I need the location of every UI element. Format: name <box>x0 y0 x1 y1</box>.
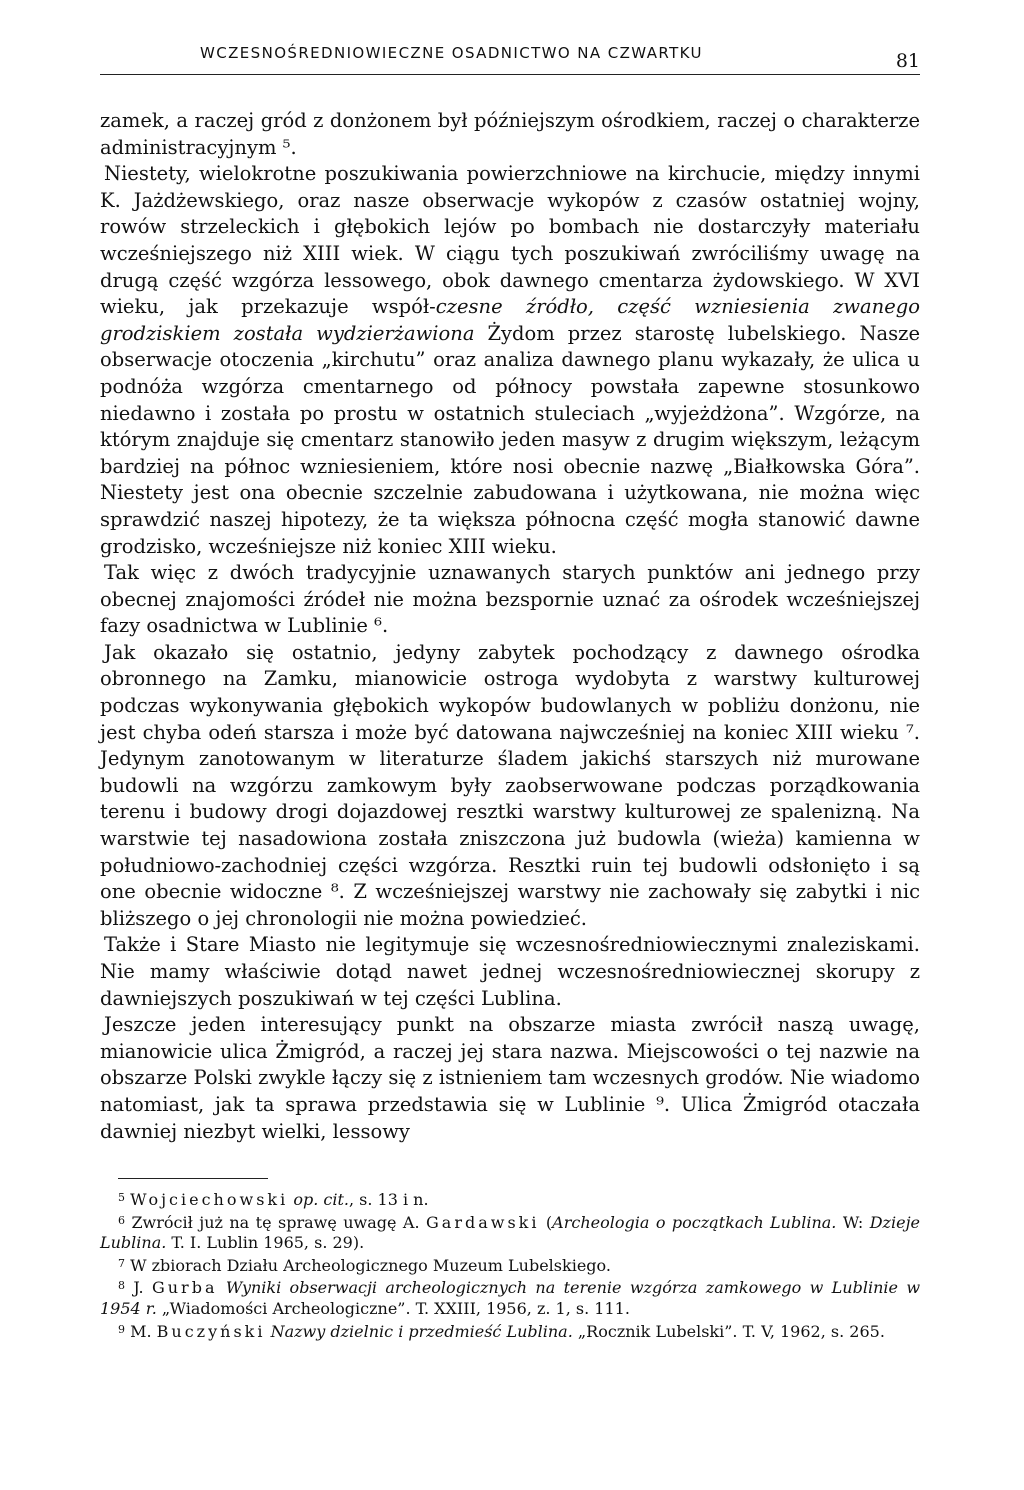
footnote-7 <box>100 1254 920 1277</box>
footnote-text: „Wiadomości Archeologiczne”. T. XXIII, 1956, z. 1, s. 111. <box>156 1298 630 1318</box>
footnote-text: W: <box>836 1212 870 1232</box>
footnote-mark: 5 <box>118 1191 125 1204</box>
footnote-author: Gurba <box>151 1278 218 1298</box>
footnote-text: ( <box>539 1212 553 1232</box>
footnote-italic: Dzieje Lublina. <box>100 1212 920 1253</box>
footnote-italic: Nazwy dzielnic i przedmieść Lublina. <box>270 1321 573 1341</box>
footnote-6 <box>100 1211 920 1254</box>
paragraph-3: Tak więc z dwóch tradycyjnie uznawanych starych punktów ani jednego przy obecnej znajomości źródeł nie można bezspornie uznać za ośrodek wcześniejszej fazy osadnictwa w Lublinie ⁶. <box>100 561 920 638</box>
paragraph-2-italic: czesne źródło, część wzniesienia zwanego grodziskiem została wydzierżawiona <box>100 295 920 345</box>
footnote-space <box>217 1278 225 1297</box>
footnote-text: J. <box>133 1278 152 1298</box>
footnote-mark: 9 <box>118 1322 125 1336</box>
footnote-mark: 6 <box>118 1213 125 1227</box>
page-number: 81 <box>895 50 920 72</box>
footnote-text: , s. 13 i n. <box>348 1190 429 1209</box>
footnote-italic: op. cit. <box>293 1190 349 1209</box>
footnote-italic: Archeologia o początkach Lublina. <box>552 1212 837 1232</box>
paragraph-6: Jeszcze jeden interesujący punkt na obszarze miasta zwrócił naszą uwagę, mianowicie ulica Żmigród, a raczej jej stara nazwa. Miejscowości o tej nazwie na obszarze Polski zwykle łączy się z istnieniem tam wczesnych grodów. Nie wiadomo natomiast, jak ta sprawa przedstawia się w Lublinie ⁹. Ulica Żmigród otaczała dawniej niezbyt wielki, lessowy <box>100 1013 920 1143</box>
footnote-author: Wojciechowski <box>130 1190 289 1209</box>
running-title: WCZESNOŚREDNIOWIECZNE OSADNICTWO NA CZWARTKU <box>200 44 703 62</box>
paragraph-1: zamek, a raczej gród z donżonem był późniejszym ośrodkiem, raczej o charakterze administracyjnym ⁵. <box>100 109 920 159</box>
footnotes <box>100 1188 920 1342</box>
footnote-5 <box>100 1188 920 1211</box>
header-rule <box>100 74 920 75</box>
footnote-italic: Wyniki obserwacji archeologicznych na terenie wzgórza zamkowego w Lublinie w 1954 r. <box>100 1278 921 1318</box>
paragraph-4: Jak okazało się ostatnio, jedyny zabytek pochodzący z dawnego ośrodka obronnego na Zamku, mianowicie ostroga wydobyta z warstwy kulturowej podczas wykonywania głębokich wykopów budowlanych w pobliżu donżonu, nie jest chyba odeń starsza i może być datowana najwcześniej na koniec XIII wieku ⁷. Jedynym zanotowanym w literaturze śladem jakichś starszych niż murowane budowli na wzgórzu zamkowym były zaobserwowane podczas porządkowania terenu i budowy drogi dojazdowej resztki warstwy kulturowej ze spalenizną. Na warstwie tej nasadowiona została zniszczona już budowla (wieża) kamienna w południowo-zachodniej części wzgórza. Resztki ruin tej budowli odsłonięto i są one obecnie widoczne ⁸. Z wcześniejszej warstwy nie zachowały się zabytki i nic bliższego o jej chronologii nie można powiedzieć. <box>100 640 920 930</box>
footnote-text: W zbiorach Działu Archeologicznego Muzeum Lubelskiego. <box>130 1255 611 1275</box>
paragraph-2-end: Żydom przez starostę lubelskiego. Nasze obserwacje otoczenia „kirchutu” oraz analiza dawnego planu wykazały, że ulica u podnóża wzgórza cmentarnego od północy powstała zapewne stosunkowo niedawno i została po prostu w ostatnich stuleciach „wyjeżdżona”. Wzgórze, na którym znajduje się cmentarz stanowiło jeden masyw z drugim większym, leżącym bardziej na północ wzniesieniem, które nosi obecnie nazwę „Białkowska Góra”. Niestety jest ona obecnie szczelnie zabudowana i użytkowana, nie można więc sprawdzić naszej hipotezy, że ta większa północna część mogła stanowić dawne grodzisko, wcześniejsze niż koniec XIII wieku. <box>100 321 920 558</box>
footnote-9 <box>100 1320 920 1343</box>
footnote-rule <box>118 1178 268 1179</box>
footnote-8 <box>100 1276 920 1319</box>
footnote-mark: 8 <box>118 1279 125 1293</box>
page-header <box>100 40 920 76</box>
footnote-text: Zwrócił już na tę sprawę uwagę A. <box>131 1212 426 1232</box>
paragraph-2 <box>100 161 920 560</box>
footnote-author: Buczyński <box>156 1321 266 1341</box>
footnote-text: T. I. Lublin 1965, s. 29). <box>166 1233 365 1253</box>
footnote-text: „Rocznik Lubelski”. T. V, 1962, s. 265. <box>572 1321 885 1341</box>
footnote-author: Gardawski <box>426 1212 540 1232</box>
body-text <box>100 108 920 1145</box>
footnote-mark: 7 <box>118 1256 125 1270</box>
paragraph-2-text: Niestety, wielokrotne poszukiwania powierzchniowe na kirchucie, między innymi K. Jażdżewskiego, oraz nasze obserwacje wykopów z czasów ostatniej wojny, rowów strzeleckich i głębokich lejów po bombach nie dostarczyły materiału wcześniejszego niż XIII wiek. W ciągu tych poszukiwań zwróciliśmy uwagę na drugą część wzgórza lessowego, obok dawnego cmentarza żydowskiego. W XVI wieku, jak przekazuje współ- <box>100 162 920 319</box>
paragraph-5: Także i Stare Miasto nie legitymuje się wczesnośredniowiecznymi znaleziskami. Nie mamy właściwie dotąd nawet jednej wczesnośredniowiecznej skorupy z dawniejszych poszukiwań w tej części Lublina. <box>100 933 920 1010</box>
footnote-text: M. <box>130 1321 157 1341</box>
